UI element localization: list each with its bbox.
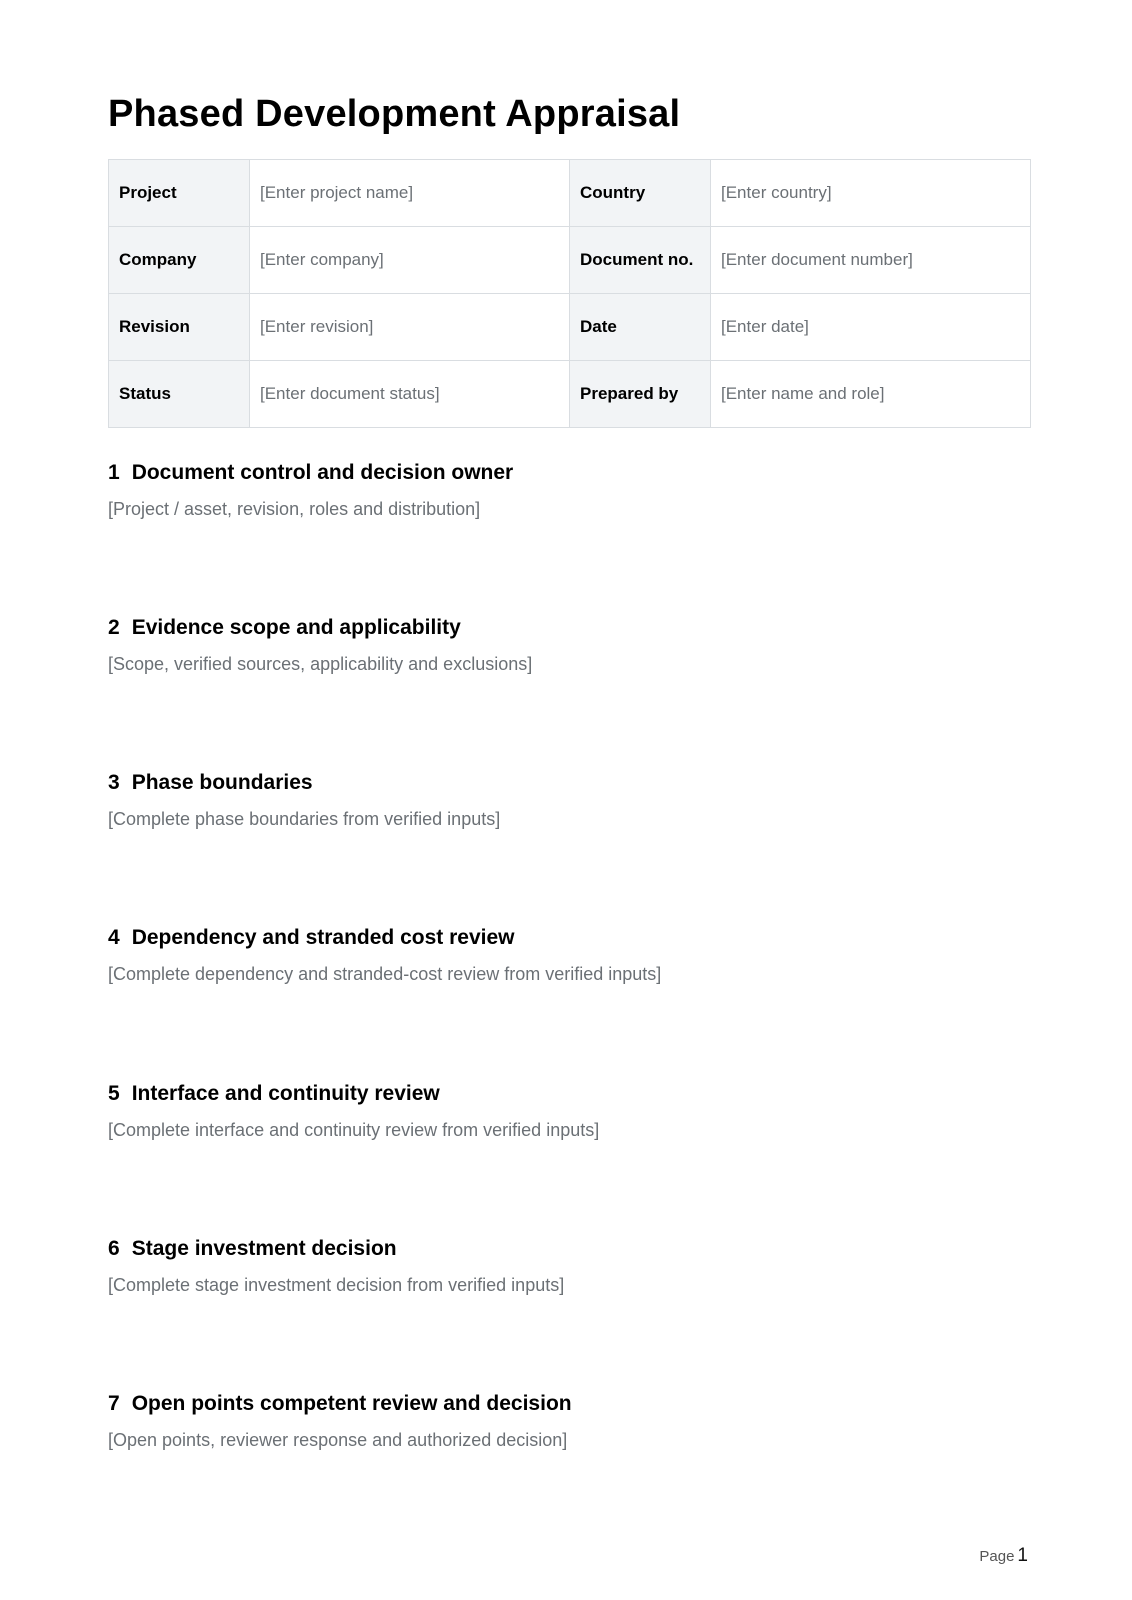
table-row [109,294,1031,361]
document-number-label: Document no. [570,227,711,294]
section-number: 2 [108,616,120,639]
section-heading [108,769,1008,797]
section-evidence-scope [108,614,1008,676]
section-number: 3 [108,771,120,794]
section-title: Document control and decision owner [131,461,514,484]
table-row [109,361,1031,428]
section-document-control [108,459,1008,521]
company-label: Company [109,227,250,294]
status-label: Status [109,361,250,428]
project-label: Project [109,160,250,227]
section-placeholder-text[interactable]: [Complete dependency and stranded-cost review from verified inputs] [108,964,662,984]
page-label: Page [979,1548,1015,1565]
page-footer [979,1545,1028,1567]
document-number-value-field[interactable]: [Enter document number] [711,227,1031,294]
section-title: Interface and continuity review [131,1082,440,1105]
section-heading [108,1390,1008,1418]
page-number: 1 [1017,1545,1028,1566]
section-title: Evidence scope and applicability [131,616,461,639]
section-title: Stage investment decision [131,1237,397,1260]
section-number: 4 [108,926,120,949]
document-title: Phased Development Appraisal [108,93,681,135]
section-heading [108,459,1008,487]
country-label: Country [570,160,711,227]
company-value-field[interactable]: [Enter company] [250,227,570,294]
section-placeholder-text[interactable]: [Scope, verified sources, applicability and exclusions] [108,654,533,674]
revision-label: Revision [109,294,250,361]
document-metadata-table [108,159,1031,428]
prepared-by-value-field[interactable]: [Enter name and role] [711,361,1031,428]
section-dependency-review [108,924,1008,986]
country-value-field[interactable]: [Enter country] [711,160,1031,227]
section-number: 1 [108,461,120,484]
section-stage-investment [108,1235,1008,1297]
section-interface-review [108,1080,1008,1142]
date-value-field[interactable]: [Enter date] [711,294,1031,361]
section-placeholder-text[interactable]: [Complete interface and continuity review from verified inputs] [108,1120,600,1140]
section-heading [108,1235,1008,1263]
section-title: Phase boundaries [131,771,313,794]
revision-value-field[interactable]: [Enter revision] [250,294,570,361]
section-placeholder-text[interactable]: [Open points, reviewer response and authorized decision] [108,1430,568,1450]
table-row [109,160,1031,227]
prepared-by-label: Prepared by [570,361,711,428]
section-phase-boundaries [108,769,1008,831]
section-title: Dependency and stranded cost review [131,926,515,949]
section-number: 7 [108,1392,120,1415]
section-placeholder-text[interactable]: [Project / asset, revision, roles and distribution] [108,499,481,519]
section-placeholder-text[interactable]: [Complete phase boundaries from verified inputs] [108,809,501,829]
status-value-field[interactable]: [Enter document status] [250,361,570,428]
date-label: Date [570,294,711,361]
table-row [109,227,1031,294]
section-title: Open points competent review and decision [131,1392,572,1415]
section-number: 6 [108,1237,120,1260]
section-placeholder-text[interactable]: [Complete stage investment decision from verified inputs] [108,1275,565,1295]
section-number: 5 [108,1082,120,1105]
section-heading [108,614,1008,642]
section-heading [108,924,1008,952]
project-value-field[interactable]: [Enter project name] [250,160,570,227]
section-open-points [108,1390,1008,1452]
section-heading [108,1080,1008,1108]
